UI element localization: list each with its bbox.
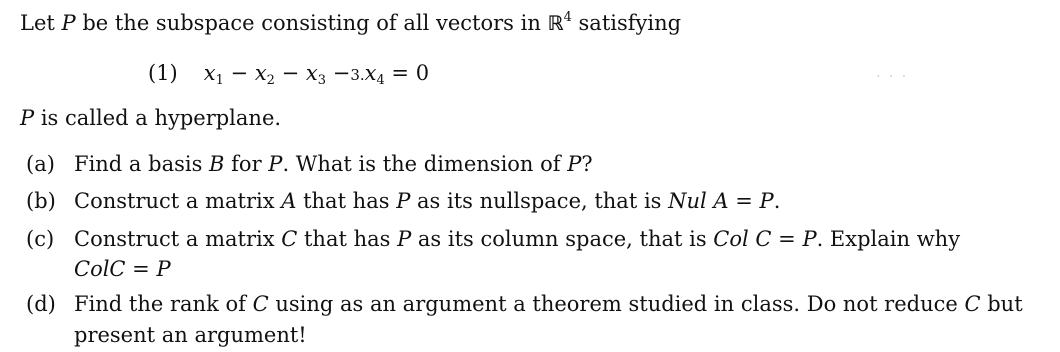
nul-operator: Nul [668,189,707,213]
question-b-label: (b) [26,189,56,213]
question-d-continuation [74,322,307,348]
question-b-text: that has [296,189,397,213]
equation-number: (1) [148,61,178,85]
symbol-R: ℝ [547,11,564,35]
var-x2: x [254,61,267,85]
question-c [26,226,960,252]
question-d [26,291,1023,317]
question-a-label: (a) [26,152,55,176]
minus-sign: − [274,61,306,85]
sub-4: 4 [376,73,385,88]
question-b [26,188,780,214]
col-operator: Col [713,227,749,251]
question-d-text: Find the rank of [74,292,253,316]
hyperplane-sentence [20,105,281,131]
symbol-C: C [964,292,981,316]
symbol-A: A [706,189,729,213]
symbol-P: P [802,227,817,251]
var-x1: x [203,61,216,85]
symbol-C: C [281,227,298,251]
sub-1: 1 [215,73,224,88]
equals-zero: = 0 [384,61,430,85]
symbol-P: P [268,152,283,176]
symbol-A: A [281,189,297,213]
sub-2: 2 [266,73,275,88]
var-x3: x [305,61,318,85]
faint-dots: . . . [876,65,909,81]
question-a [26,151,593,177]
equals-sign: = [728,189,760,213]
symbol-P: P [20,106,35,130]
equals-sign: = [125,257,157,281]
question-a-text: ? [581,152,593,176]
sub-3: 3 [317,73,327,88]
symbol-P: P [396,189,411,213]
exponent-4: 4 [563,10,572,25]
symbol-C: C [252,292,269,316]
var-x4: x [364,61,377,85]
equals-sign: = [771,227,803,251]
symbol-P: P [759,189,774,213]
coefficient-3: 3. [350,66,365,84]
question-c-label: (c) [26,227,55,251]
symbol-P: P [61,11,76,35]
minus-sign: − [223,61,255,85]
symbol-B: B [209,152,225,176]
question-c-text: as its column space, that is [411,227,714,251]
intro-text-end: satisfying [571,11,682,35]
question-b-text: Construct a matrix [74,189,282,213]
question-d-label: (d) [26,292,56,316]
question-a-text: for [224,152,269,176]
question-c-text: that has [297,227,398,251]
question-b-text: as its nullspace, that is [410,189,669,213]
question-c-continuation [74,256,171,282]
question-d-text: but [980,292,1023,316]
question-c-text: . Explain why [816,227,961,251]
symbol-C: C [748,227,772,251]
intro-text-start: Let [20,11,62,35]
minus-sign: − [326,61,351,85]
question-a-text: Find a basis [74,152,210,176]
symbol-P: P [156,257,171,281]
question-b-text: . [773,189,781,213]
colc-expression: ColC [74,257,126,281]
hyperplane-text: is called a hyperplane. [34,106,282,130]
question-d-text: using as an argument a theorem studied in class. Do not reduce [268,292,965,316]
question-a-text: . What is the dimension of [282,152,568,176]
symbol-P: P [397,227,412,251]
question-d-text: present an argument! [74,323,307,347]
symbol-P: P [567,152,582,176]
question-c-text: Construct a matrix [74,227,282,251]
intro-sentence [20,10,681,36]
equation-1 [148,60,909,88]
intro-text-middle: be the subspace consisting of all vectors in [75,11,548,35]
